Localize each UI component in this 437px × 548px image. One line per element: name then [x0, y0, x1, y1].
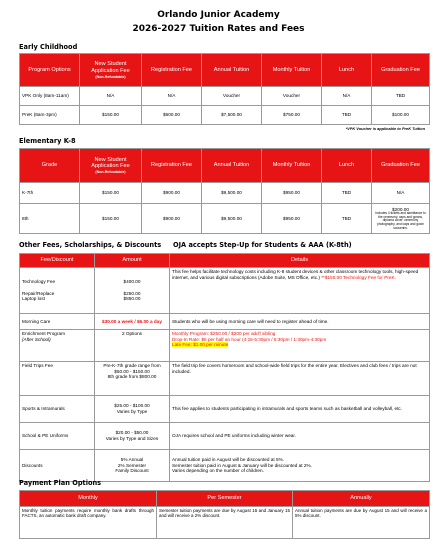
col-header: New Student Application Fee (Non-Refundable): [80, 54, 142, 87]
cell: $30.00 a week / $6.00 a day: [95, 314, 170, 330]
table-row: [20, 183, 430, 204]
cell: K-7th: [20, 183, 80, 204]
early-childhood-table: [19, 53, 430, 125]
enrichment-sub: (After School): [22, 336, 51, 342]
cell: $7,500.00: [202, 106, 262, 125]
col-header: Annual Tuition: [202, 149, 262, 183]
cell: TBD: [372, 87, 430, 106]
table-header-row: [20, 491, 430, 507]
col-header: Graduation Fee: [372, 54, 430, 87]
cell: $9,500.00: [202, 183, 262, 204]
cell: 2 Options: [95, 330, 170, 362]
col-header: Annual Tuition: [202, 54, 262, 87]
cell: Voucher: [202, 87, 262, 106]
enrichment-dropin: Drop-In Rate: $6 per half an hour (4:15-5:30pm / 5:30pm / 1:30pm-4:30pm: [172, 336, 327, 342]
field-amount-3: 8th grade from $800.00: [107, 374, 157, 380]
cell: [95, 396, 170, 423]
table-row: [20, 507, 430, 539]
col-header: Program Options: [20, 54, 80, 87]
cell: 8th: [20, 204, 80, 234]
discount-detail-1: Annual tuition paid in August will be discounted at 5%.: [172, 457, 285, 463]
col-header: Monthly: [20, 491, 157, 507]
early-childhood-heading: Early Childhood: [19, 43, 78, 51]
grad-fee-value: $200.00: [392, 206, 409, 212]
cell: Field Trips Fee: [20, 362, 95, 396]
school-name: Orlando Junior Academy: [157, 10, 280, 20]
cell: [95, 268, 170, 314]
table-row: [20, 87, 430, 106]
col-header: Graduation Fee: [372, 149, 430, 183]
discount-annual: 5% Annual: [120, 457, 144, 463]
enrichment-monthly: Monthly Program: $250.00 / $200 per add'l sibling: [172, 331, 276, 336]
cell: [95, 423, 170, 450]
uniform-amount: $20.00 - $50.00: [115, 430, 149, 436]
col-header: Grade: [20, 149, 80, 183]
vpk-footnote: *VPK Voucher is applicable to PreK Tuition: [345, 126, 425, 131]
cell: School & PE Uniforms: [20, 423, 95, 450]
cell: VPK Only (8am-11am): [20, 87, 80, 106]
sports-varies: Varies by Type: [116, 409, 148, 414]
cell: [170, 268, 430, 314]
field-amount-2: $50.00 - $150.00: [114, 368, 150, 374]
payment-table: [19, 490, 430, 539]
cell: $750.00: [262, 106, 322, 125]
cell: [20, 330, 95, 362]
cell: $150.00: [80, 106, 142, 125]
col-header: Lunch: [322, 54, 372, 87]
uniform-varies: Varies by Type and Sizes: [105, 436, 159, 441]
cell: Semester tuition payments are due by August 15 and January 15 and will receive a 2% discount.: [157, 507, 293, 539]
table-row: [20, 362, 430, 396]
col-header: Annually: [293, 491, 430, 507]
cell: $9,500.00: [202, 204, 262, 234]
col-header: Registration Fee: [142, 149, 202, 183]
discount-detail-3: Varies depending on the number of children.: [172, 468, 264, 474]
table-row: [20, 106, 430, 125]
cell: N/A: [322, 87, 372, 106]
table-row: [20, 396, 430, 423]
elementary-table: [19, 148, 430, 234]
table-header-row: [20, 254, 430, 268]
cell: [170, 450, 430, 482]
cell: Annual tuition payments are due by August 15 and will receive a 5% discount.: [293, 507, 430, 539]
elementary-heading: Elementary K-8: [19, 137, 76, 145]
laptop-label: Laptop lost: [22, 296, 45, 302]
cell: $150.00: [80, 183, 142, 204]
enrichment-late-fee: Late Fee: $1.00 per minute: [172, 342, 229, 348]
tech-fee-label: Technology Fee: [22, 279, 56, 285]
table-header-row: [20, 149, 430, 183]
grad-fee-note: Includes 4 tickets and admittance to the ceremony, caps and gowns, diploma cover, ceremony photography, and caps and gown souvenirs.: [375, 211, 426, 230]
cell: PreK (8am-3pm): [20, 106, 80, 125]
enrichment-label: Enrichment Program: [22, 331, 65, 336]
cell: $950.00: [262, 204, 322, 234]
cell: [372, 204, 430, 234]
cell: N/A: [372, 183, 430, 204]
cell: Students who will be using morning care will need to register ahead of time.: [170, 314, 430, 330]
cell: This fee applies to students participating in intramurals and sports teams such as basketball and volleyball, etc.: [170, 396, 430, 423]
cell: [170, 330, 430, 362]
col-header: Lunch: [322, 149, 372, 183]
cell: OJA requires school and PE uniforms including winter wear.: [170, 423, 430, 450]
cell: $150.00: [80, 204, 142, 234]
cell: Voucher: [262, 87, 322, 106]
sports-amount: $25.00 - $100.00: [114, 403, 150, 409]
cell: $600.00: [142, 106, 202, 125]
table-row: [20, 204, 430, 234]
col-header: Details: [170, 254, 430, 268]
cell: $900.00: [142, 204, 202, 234]
cell: $900.00: [142, 183, 202, 204]
cell: TBD: [322, 183, 372, 204]
table-row: [20, 450, 430, 482]
table-row: [20, 314, 430, 330]
cell: Morning Care: [20, 314, 95, 330]
cell: TBD: [322, 204, 372, 234]
cell: $950.00: [262, 183, 322, 204]
discount-detail-2: Semester tuition paid in August & January will be discounted at 2%.: [172, 462, 312, 468]
cell: The field trip fee covers homeroom and school-wide field trips for the entire year. Electives and club fees / trips are not included.: [170, 362, 430, 396]
discount-semester: 2% Semester: [117, 462, 147, 468]
field-amount-1: Pre-K-7th grade range from: [103, 363, 161, 368]
cell: $100.00: [372, 106, 430, 125]
col-header: Monthly Tuition: [262, 149, 322, 183]
repair-amount: $250.00: [123, 290, 141, 296]
payment-heading: Payment Plan Options: [19, 479, 102, 487]
col-header: Per Semester: [157, 491, 293, 507]
cell: N/A: [142, 87, 202, 106]
cell: [95, 362, 170, 396]
tech-details-prek: **$150.00 Technology Fee for PreK.: [321, 274, 396, 280]
cell: TBD: [322, 106, 372, 125]
tech-details: This fee helps facilitate technology costs including K-8 student devices & other classroom technology tools, high-speed internet, and various digital subscriptions (Adobe Suite, MS Office, etc.): [172, 269, 419, 280]
repair-label: Repair/Replace: [22, 290, 55, 296]
table-row: [20, 423, 430, 450]
col-header: Amount: [95, 254, 170, 268]
cell: [20, 268, 95, 314]
non-refundable-note: (Non-Refundable): [95, 74, 126, 79]
col-header: Registration Fee: [142, 54, 202, 87]
non-refundable-note: (Non-Refundable): [95, 170, 126, 175]
step-up-heading: OJA accepts Step-Up for Students & AAA (K-8th): [173, 241, 352, 249]
other-fees-table: [19, 253, 430, 482]
tech-fee-amount: $400.00: [123, 279, 141, 285]
laptop-amount: $850.00: [123, 296, 141, 302]
page-subtitle: 2026-2027 Tuition Rates and Fees: [132, 24, 305, 34]
other-fees-heading: Other Fees, Scholarships, & Discounts: [19, 241, 162, 249]
col-header: New Student Application Fee (Non-Refundable): [80, 149, 142, 183]
cell: Discounts: [20, 450, 95, 482]
col-header: Fee/Discount: [20, 254, 95, 268]
cell: [95, 450, 170, 482]
table-row: [20, 330, 430, 362]
cell: N/A: [80, 87, 142, 106]
table-row: [20, 268, 430, 314]
cell: Monthly tuition payments require monthly bank drafts through FACTS, an automatic bank draft company.: [20, 507, 157, 539]
cell: Sports & Intramurals: [20, 396, 95, 423]
col-header: Monthly Tuition: [262, 54, 322, 87]
discount-family: Family Discount: [115, 468, 149, 474]
table-header-row: [20, 54, 430, 87]
